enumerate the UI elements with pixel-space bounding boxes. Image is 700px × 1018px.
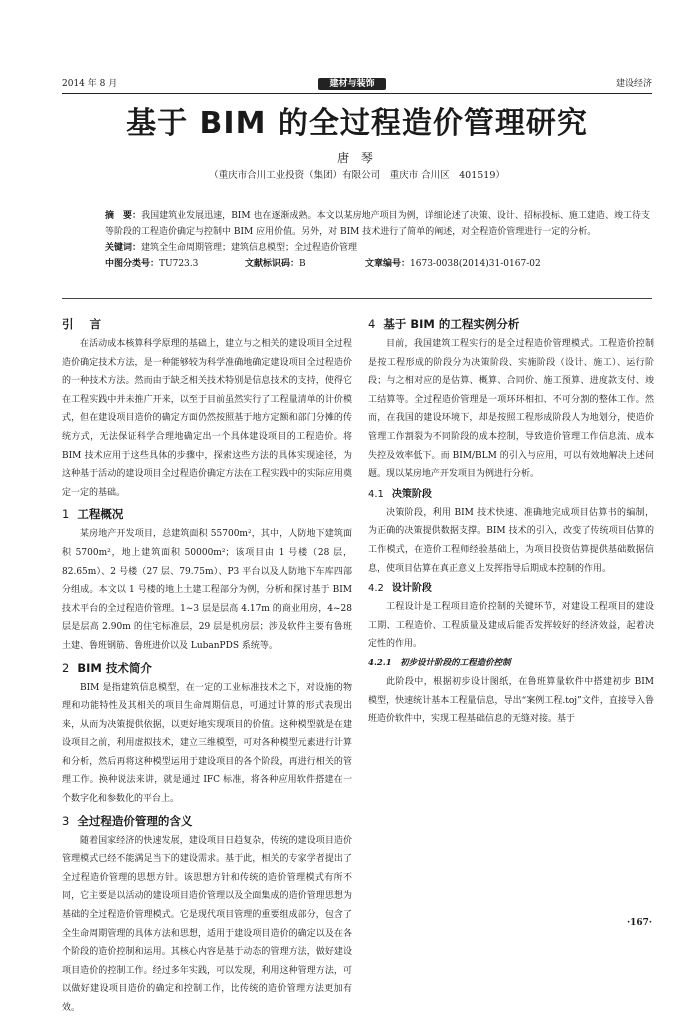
section-4-heading	[368, 314, 654, 334]
doc-label: 文献标识码：	[245, 259, 300, 269]
section-intro-heading: 引 言	[62, 317, 108, 331]
author: 唐 琴	[337, 151, 377, 165]
section-4-number: 4	[368, 317, 376, 331]
abstract-text: 我国建筑业发展迅速，BIM 也在逐渐成熟。本文以某房地产项目为例，详细论述了决策、设计、招标投标、施工建造、竣工待支等阶段的工程造价确定与控制中 BIM 应用价值。另外，对 BIM 技术进行了简单的阐述，对全程造价管理进行一定的分析。	[105, 211, 650, 237]
paper-title: 基于 BIM 的全过程造价管理研究	[126, 106, 588, 141]
section-3-paragraph: 随着国家经济的快速发展，建设项目日趋复杂，传统的建设项目造价管理模式已经不能满足当下的建设需求。基于此，相关的专家学者提出了全过程造价管理的思想方针。该思想方针和传统的造价管理模式有所不同，它主要是以活动的建设项目造价管理以及全面集成的造价管理思想为基础的全过程造价管理模式。它是现代项目管理的重要组成部分，包含了全生命周期管理的具体方法和思想，适用于建设项目造价的确定以及在各个阶段的造价控制和运用。其核心内容是基于动态的管理方法，做好建设项目造价的控制工作。经过多年实践，可以发现，利用这种管理方法，可以做好建设项目造价的确定和控制工作，比传统的造价管理方法更加有效。	[62, 835, 352, 1013]
classification-row	[105, 256, 650, 272]
section-2-title: BIM 技术简介	[77, 660, 152, 675]
header-rule	[62, 93, 652, 94]
section-3-number: 3	[62, 813, 70, 828]
left-column	[62, 312, 352, 1013]
abstract-label: 摘 要：	[105, 211, 142, 221]
journal-name: 建材与装饰	[318, 78, 386, 90]
header-section: 建设经济	[615, 79, 652, 89]
section-3-heading	[62, 811, 352, 831]
section-4-2-1-paragraph: 此阶段中，根据初步设计图纸，在鲁班算量软件中搭建初步 BIM 模型，快速统计基本工程量信息，导出“案例工程.toj”文件，直接导入鲁班造价软件中，实现工程基础信息的无缝对接。基于	[368, 676, 654, 725]
section-2-number: 2	[62, 660, 70, 675]
section-1-title: 工程概况	[77, 507, 124, 522]
clc-number	[105, 256, 198, 272]
section-4-1-number: 4.1	[368, 488, 384, 500]
section-4-1-title: 决策阶段	[391, 488, 432, 500]
section-2-heading	[62, 658, 352, 678]
clc-value: TU723.3	[159, 259, 199, 269]
section-4-1-heading	[368, 485, 654, 504]
article-label: 文章编号：	[365, 259, 411, 269]
abstract-block	[105, 208, 650, 272]
section-4-2-number: 4.2	[368, 583, 384, 595]
header-date: 2014 年 8 月	[62, 79, 118, 89]
right-column	[368, 312, 654, 729]
doc-value: B	[299, 259, 306, 269]
intro-paragraph: 在活动成本核算科学原理的基础上，建立与之相关的建设项目全过程造价确定技术方法，是一种能够较为科学准确地确定建设项目全过程造价的一种技术方法。然而由于缺乏相关技术特别是信息技术的支持，使得它在工程实践中并未推广开来，以至于目前虽然实行了工程量清单的计价模式，但在建设项目造价的确定方面仍然按照基于地方定额和部门分摊的传统方式，无法保证科学合理地确定出一个具体建设项目的工程造价。将 BIM 技术应用于这些具体的步骤中，探索这些方法的具体实现途径，为这种基于活动的建设项目全过程造价确定方法在工程实践中的实际应用奠定一定的基础。	[62, 339, 352, 498]
abstract-rule	[62, 298, 652, 299]
section-4-2-heading	[368, 579, 654, 598]
section-4-1-paragraph: 决策阶段，利用 BIM 技术快速、准确地完成项目估算书的编制，为正确的决策提供数据支撑。BIM 技术的引入，改变了传统项目估算的工作模式，在造价工程师经验基础上，为项目投资估算提供基础数据信息，使项目估算在真正意义上发挥指导后期成本控制的作用。	[368, 507, 654, 574]
section-1-heading	[62, 504, 352, 524]
section-4-paragraph: 目前，我国建筑工程实行的是全过程造价管理模式。工程造价控制是按工程形成的阶段分为决策阶段、实施阶段（设计、施工）、运行阶段；与之相对应的是估算、概算、合同价、施工预算、进度款支付、竣工结算等。全过程造价管理是一项环环相扣、不可分割的整体工作。然而，在我国的建设环境下，却是按照工程形成阶段人为地划分，使造价管理工作割裂为不同阶段的成本控制，导致造价管理工作信息流、成本失控及效率低下。而 BIM/BLM 的引入与应用，可以有效地解决上述问题。现以某房地产开发项目为例进行分析。	[368, 339, 654, 480]
section-4-2-1-heading: 4.2.1 初步设计阶段的工程造价控制	[368, 657, 511, 668]
keywords-text: 建筑全生命周期管理；建筑信息模型；全过程造价管理	[141, 243, 358, 253]
affiliation: （重庆市合川工业投资（集团）有限公司 重庆市 合川区 401519）	[209, 170, 505, 181]
keywords-label: 关键词：	[105, 243, 142, 253]
article-value: 1673-0038(2014)31-0167-02	[410, 259, 541, 269]
section-2-paragraph: BIM 是指建筑信息模型，在一定的工业标准技术之下，对设施的物理和功能特性及其相关的项目生命周期信息，可通过计算的形式表现出来，从而为决策提供依据，以更好地实现项目的价值。这种模型就是在建设项目之前，利用虚拟技术，建立三维模型，可对各种模型元素进行计算和分析，然后再将这种模型运用于建设项目的各个阶段，再进行相关的管理工作。换种说法来讲，就是通过 IFC 标准，将各种应用软件搭建在一个数字化和参数化的平台上。	[62, 682, 352, 805]
clc-label: 中图分类号：	[105, 259, 160, 269]
page-number: ·167·	[626, 918, 652, 928]
section-1-paragraph: 某房地产开发项目，总建筑面积 55700m²，其中，人防地下建筑面积 5700m²，地上建筑面积 50000m²；该项目由 1 号楼（28 层，82.65m）、2 号楼（27 层、79.75m）、P3 平台以及人防地下车库四部分组成。本文以 1 号楼的地上土建工程部分为例，分析和探讨基于 BIM 技术平台的全过程造价管理。1~3 层是层高 4.17m 的商业用房，4~28 层是层高 2.90m 的住宅标准层，29 层是机房层；涉及软件主要有鲁班土建、鲁班钢筋、鲁班进价以及 LubanPDS 系统等。	[62, 529, 352, 651]
section-1-number: 1	[62, 507, 70, 522]
abstract	[105, 208, 650, 240]
section-4-2-title: 设计阶段	[391, 583, 432, 595]
article-number	[365, 256, 541, 272]
section-3-title: 全过程造价管理的含义	[77, 813, 193, 828]
doc-code	[245, 256, 306, 272]
keywords	[105, 240, 650, 256]
section-4-2-paragraph: 工程设计是工程项目造价控制的关键环节，对建设工程项目的建设工期、工程造价、工程质量及建成后能否发挥较好的经济效益，起着决定性的作用。	[368, 602, 654, 650]
section-4-title: 基于 BIM 的工程实例分析	[383, 317, 520, 331]
